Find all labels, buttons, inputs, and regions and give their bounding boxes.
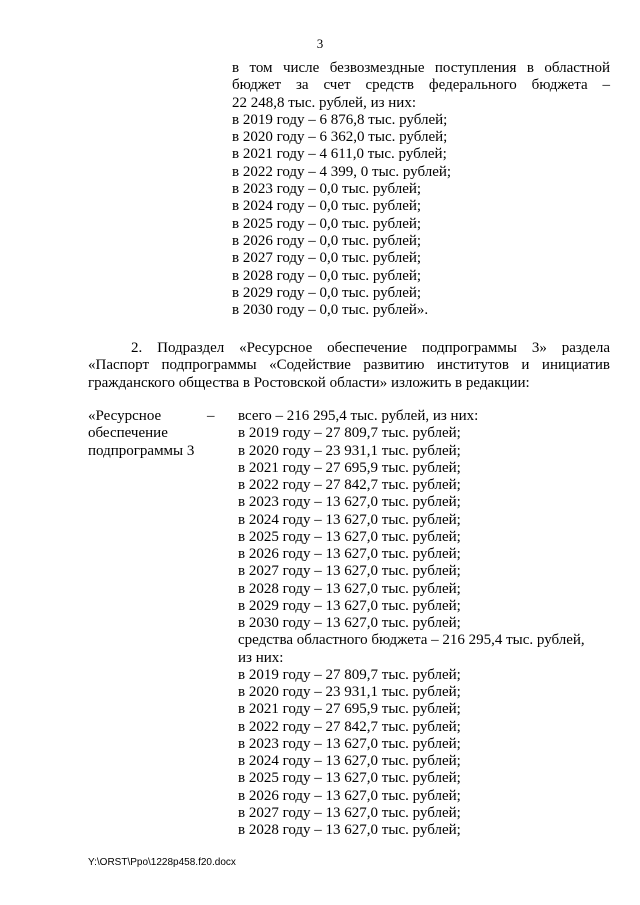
regional-year-line: в 2027 году – 13 627,0 тыс. рублей; [238, 804, 461, 821]
regional-year-line: в 2028 году – 13 627,0 тыс. рублей; [238, 822, 461, 838]
year-line: в 2019 году – 6 876,8 тыс. рублей; [232, 111, 448, 128]
year-line: в 2025 году – 13 627,0 тыс. рублей; [238, 528, 461, 545]
year-line: в 2021 году – 27 695,9 тыс. рублей; [238, 459, 461, 476]
regional-year-line: в 2021 году – 27 695,9 тыс. рублей; [238, 701, 461, 718]
file-path-footer: Y:\ORST\Ppo\1228p458.f20.docx [88, 857, 236, 868]
year-line: в 2020 году – 6 362,0 тыс. рублей; [232, 129, 448, 146]
label-dash: – [207, 408, 215, 424]
federal-total-line: 22 248,8 тыс. рублей, из них: [232, 94, 416, 111]
year-line: в 2030 году – 0,0 тыс. рублей». [232, 302, 429, 319]
year-line: в 2026 году – 0,0 тыс. рублей; [232, 232, 422, 249]
regional-year-line: в 2023 году – 13 627,0 тыс. рублей; [238, 735, 461, 752]
paragraph-line: 2. Подраздел «Ресурсное обеспечение подпрограммы 3» раздела [131, 340, 610, 356]
regional-sub-line: из них: [238, 649, 284, 666]
year-line: в 2023 году – 0,0 тыс. рублей; [232, 181, 422, 198]
year-line: в 2022 году – 4 399, 0 тыс. рублей; [232, 163, 452, 180]
resource-total-line: всего – 216 295,4 тыс. рублей, из них: [238, 408, 479, 424]
year-line: в 2030 году – 13 627,0 тыс. рублей; [238, 615, 461, 631]
intro-line: в том числе безвозмездные поступления в областной [232, 60, 610, 76]
year-line: в 2023 году – 13 627,0 тыс. рублей; [238, 494, 461, 511]
regional-budget-line: средства областного бюджета – 216 295,4 тыс. рублей, [238, 632, 585, 649]
year-line: в 2027 году – 13 627,0 тыс. рублей; [238, 563, 461, 580]
regional-year-line: в 2025 году – 13 627,0 тыс. рублей; [238, 770, 461, 787]
resource-funding-block [238, 408, 610, 839]
federal-funding-block [232, 60, 610, 319]
year-line: в 2029 году – 13 627,0 тыс. рублей; [238, 597, 461, 614]
regional-year-line: в 2020 году – 23 931,1 тыс. рублей; [238, 684, 461, 700]
year-line: в 2029 году – 0,0 тыс. рублей; [232, 284, 422, 301]
year-line: в 2019 году – 27 809,7 тыс. рублей; [238, 425, 461, 442]
year-line: в 2024 году – 13 627,0 тыс. рублей; [238, 511, 461, 528]
regional-year-line: в 2019 году – 27 809,7 тыс. рублей; [238, 666, 461, 683]
amendment-paragraph [88, 340, 610, 392]
intro-line: бюджет за счет средств федерального бюджета – [232, 77, 610, 94]
resource-label [88, 408, 218, 460]
paragraph-line: «Паспорт подпрограммы «Содействие развитию институтов и инициатив [88, 357, 610, 374]
regional-year-line: в 2024 году – 13 627,0 тыс. рублей; [238, 753, 461, 769]
year-line: в 2020 году – 23 931,1 тыс. рублей; [238, 442, 461, 459]
year-line: в 2028 году – 13 627,0 тыс. рублей; [238, 580, 461, 597]
year-line: в 2024 году – 0,0 тыс. рублей; [232, 198, 422, 215]
regional-year-line: в 2026 году – 13 627,0 тыс. рублей; [238, 787, 461, 804]
year-line: в 2021 году – 4 611,0 тыс. рублей; [232, 146, 447, 163]
regional-year-line: в 2022 году – 27 842,7 тыс. рублей; [238, 718, 461, 735]
page-number: 3 [316, 36, 324, 51]
year-line: в 2028 году – 0,0 тыс. рублей; [232, 267, 422, 284]
year-line: в 2027 году – 0,0 тыс. рублей; [232, 250, 422, 267]
year-line: в 2022 году – 27 842,7 тыс. рублей; [238, 477, 461, 493]
year-line: в 2026 году – 13 627,0 тыс. рублей; [238, 546, 461, 562]
resource-label-line: «Ресурсное [88, 408, 162, 424]
paragraph-last-line: гражданского общества в Ростовской области» изложить в редакции: [88, 374, 530, 391]
resource-label-line: обеспечение [88, 425, 168, 442]
year-line: в 2025 году – 0,0 тыс. рублей; [232, 215, 422, 232]
resource-label-line: подпрограммы 3 [88, 442, 195, 459]
